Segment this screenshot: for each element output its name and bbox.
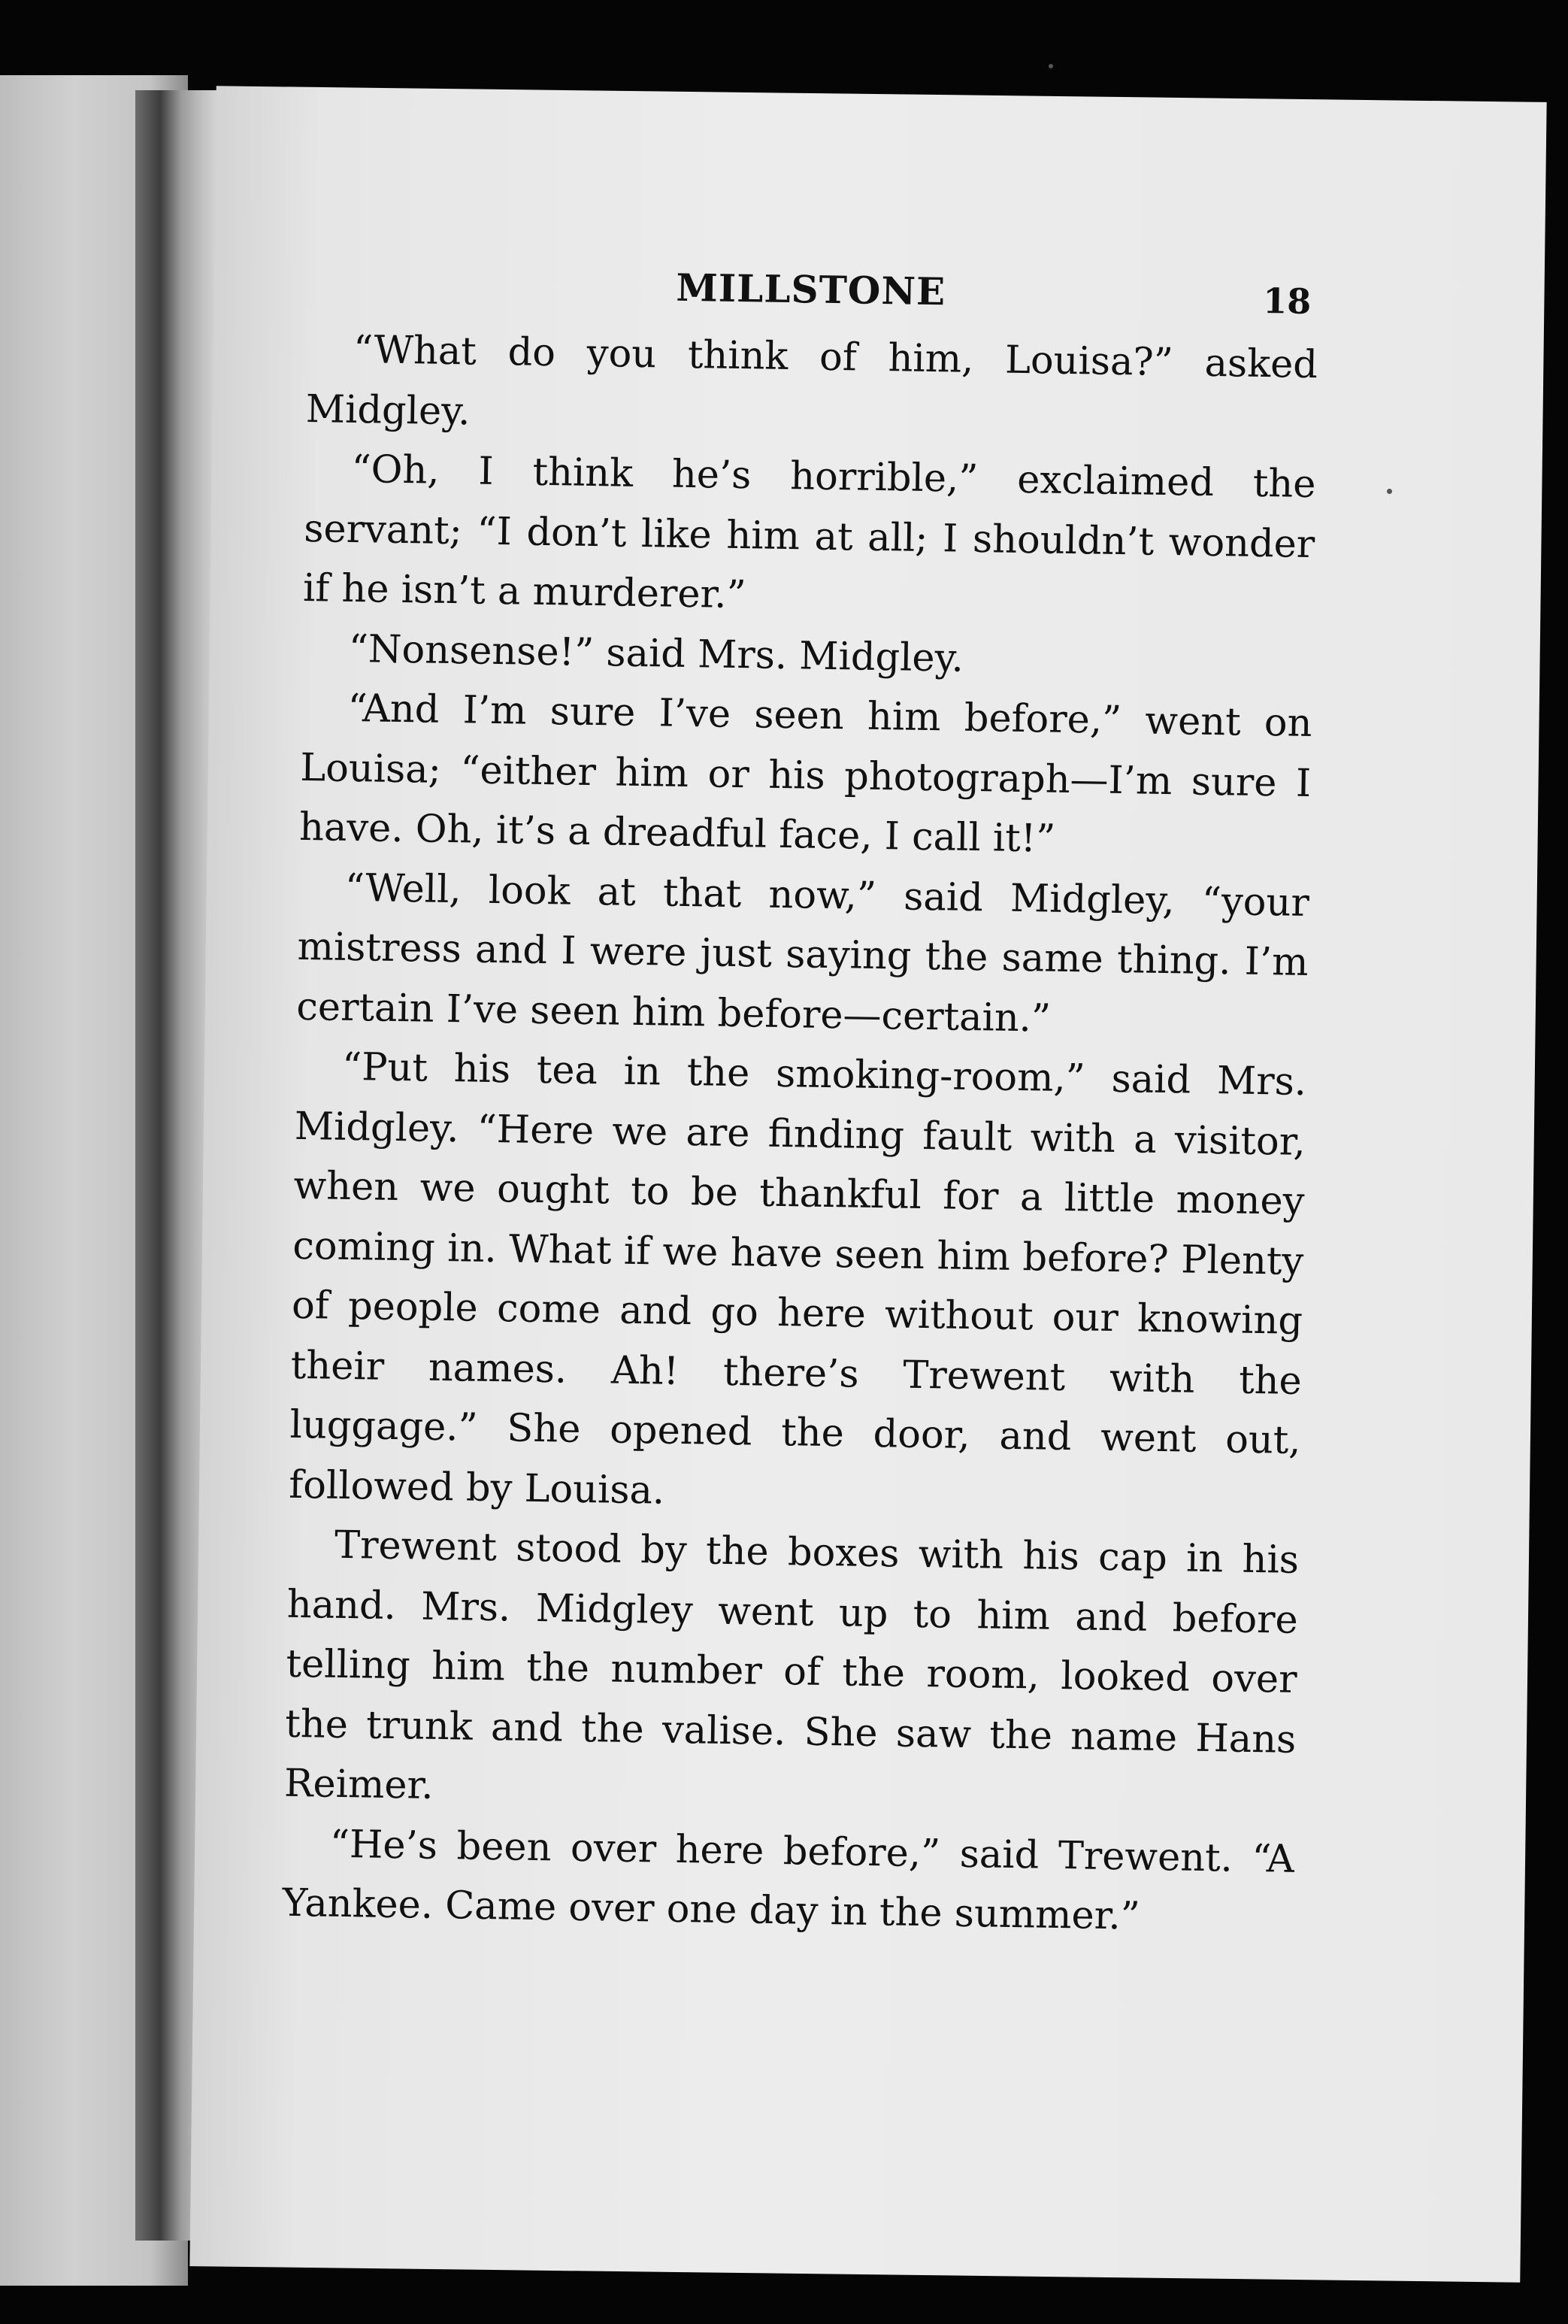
dust-speck	[1049, 64, 1053, 68]
paragraph: “Well, look at that now,” said Midgley, “your mistress and I were just saying the same thing. I’m certain I’ve seen him before—certain.”	[295, 865, 1310, 1041]
dust-speck	[1387, 489, 1392, 494]
paragraph: “What do you think of him, Louisa?” asked Midgley.	[305, 327, 1318, 434]
paragraph: “And I’m sure I’ve seen him before,” went on Louisa; “either him or his photograph—I’m sure I have. Oh, it’s a dreadful face, I call it!”	[298, 686, 1312, 862]
page-number: 18	[1262, 280, 1312, 322]
page-content	[282, 259, 1319, 1949]
running-head-title: MILLSTONE	[676, 265, 946, 314]
paragraph: Trewent stood by the boxes with his cap in his hand. Mrs. Midgley went up to him and before telling him the number of the room, looked over the trunk and the valise. She saw the name Hans Reimer.	[283, 1523, 1300, 1808]
paragraph: “He’s been over here before,” said Trewent. “A Yankee. Came over one day in the summer.”	[282, 1822, 1295, 1939]
paragraph: “Nonsense!” said Mrs. Midgley.	[348, 626, 964, 681]
paragraph: “Put his tea in the smoking-room,” said Mrs. Midgley. “Here we are finding fault with a visitor, when we ought to be thankful for a little money coming in. What if we have seen him before? Plenty of people come and go here without our knowing their names. Ah! there’s Trewent with the luggage.” She opened the door, and went out, followed by Louisa.	[288, 1044, 1307, 1513]
paragraph: “Oh, I think he’s horrible,” exclaimed the servant; “I don’t like him at all; I shouldn’t wonder if he isn’t a murderer.”	[302, 447, 1316, 618]
